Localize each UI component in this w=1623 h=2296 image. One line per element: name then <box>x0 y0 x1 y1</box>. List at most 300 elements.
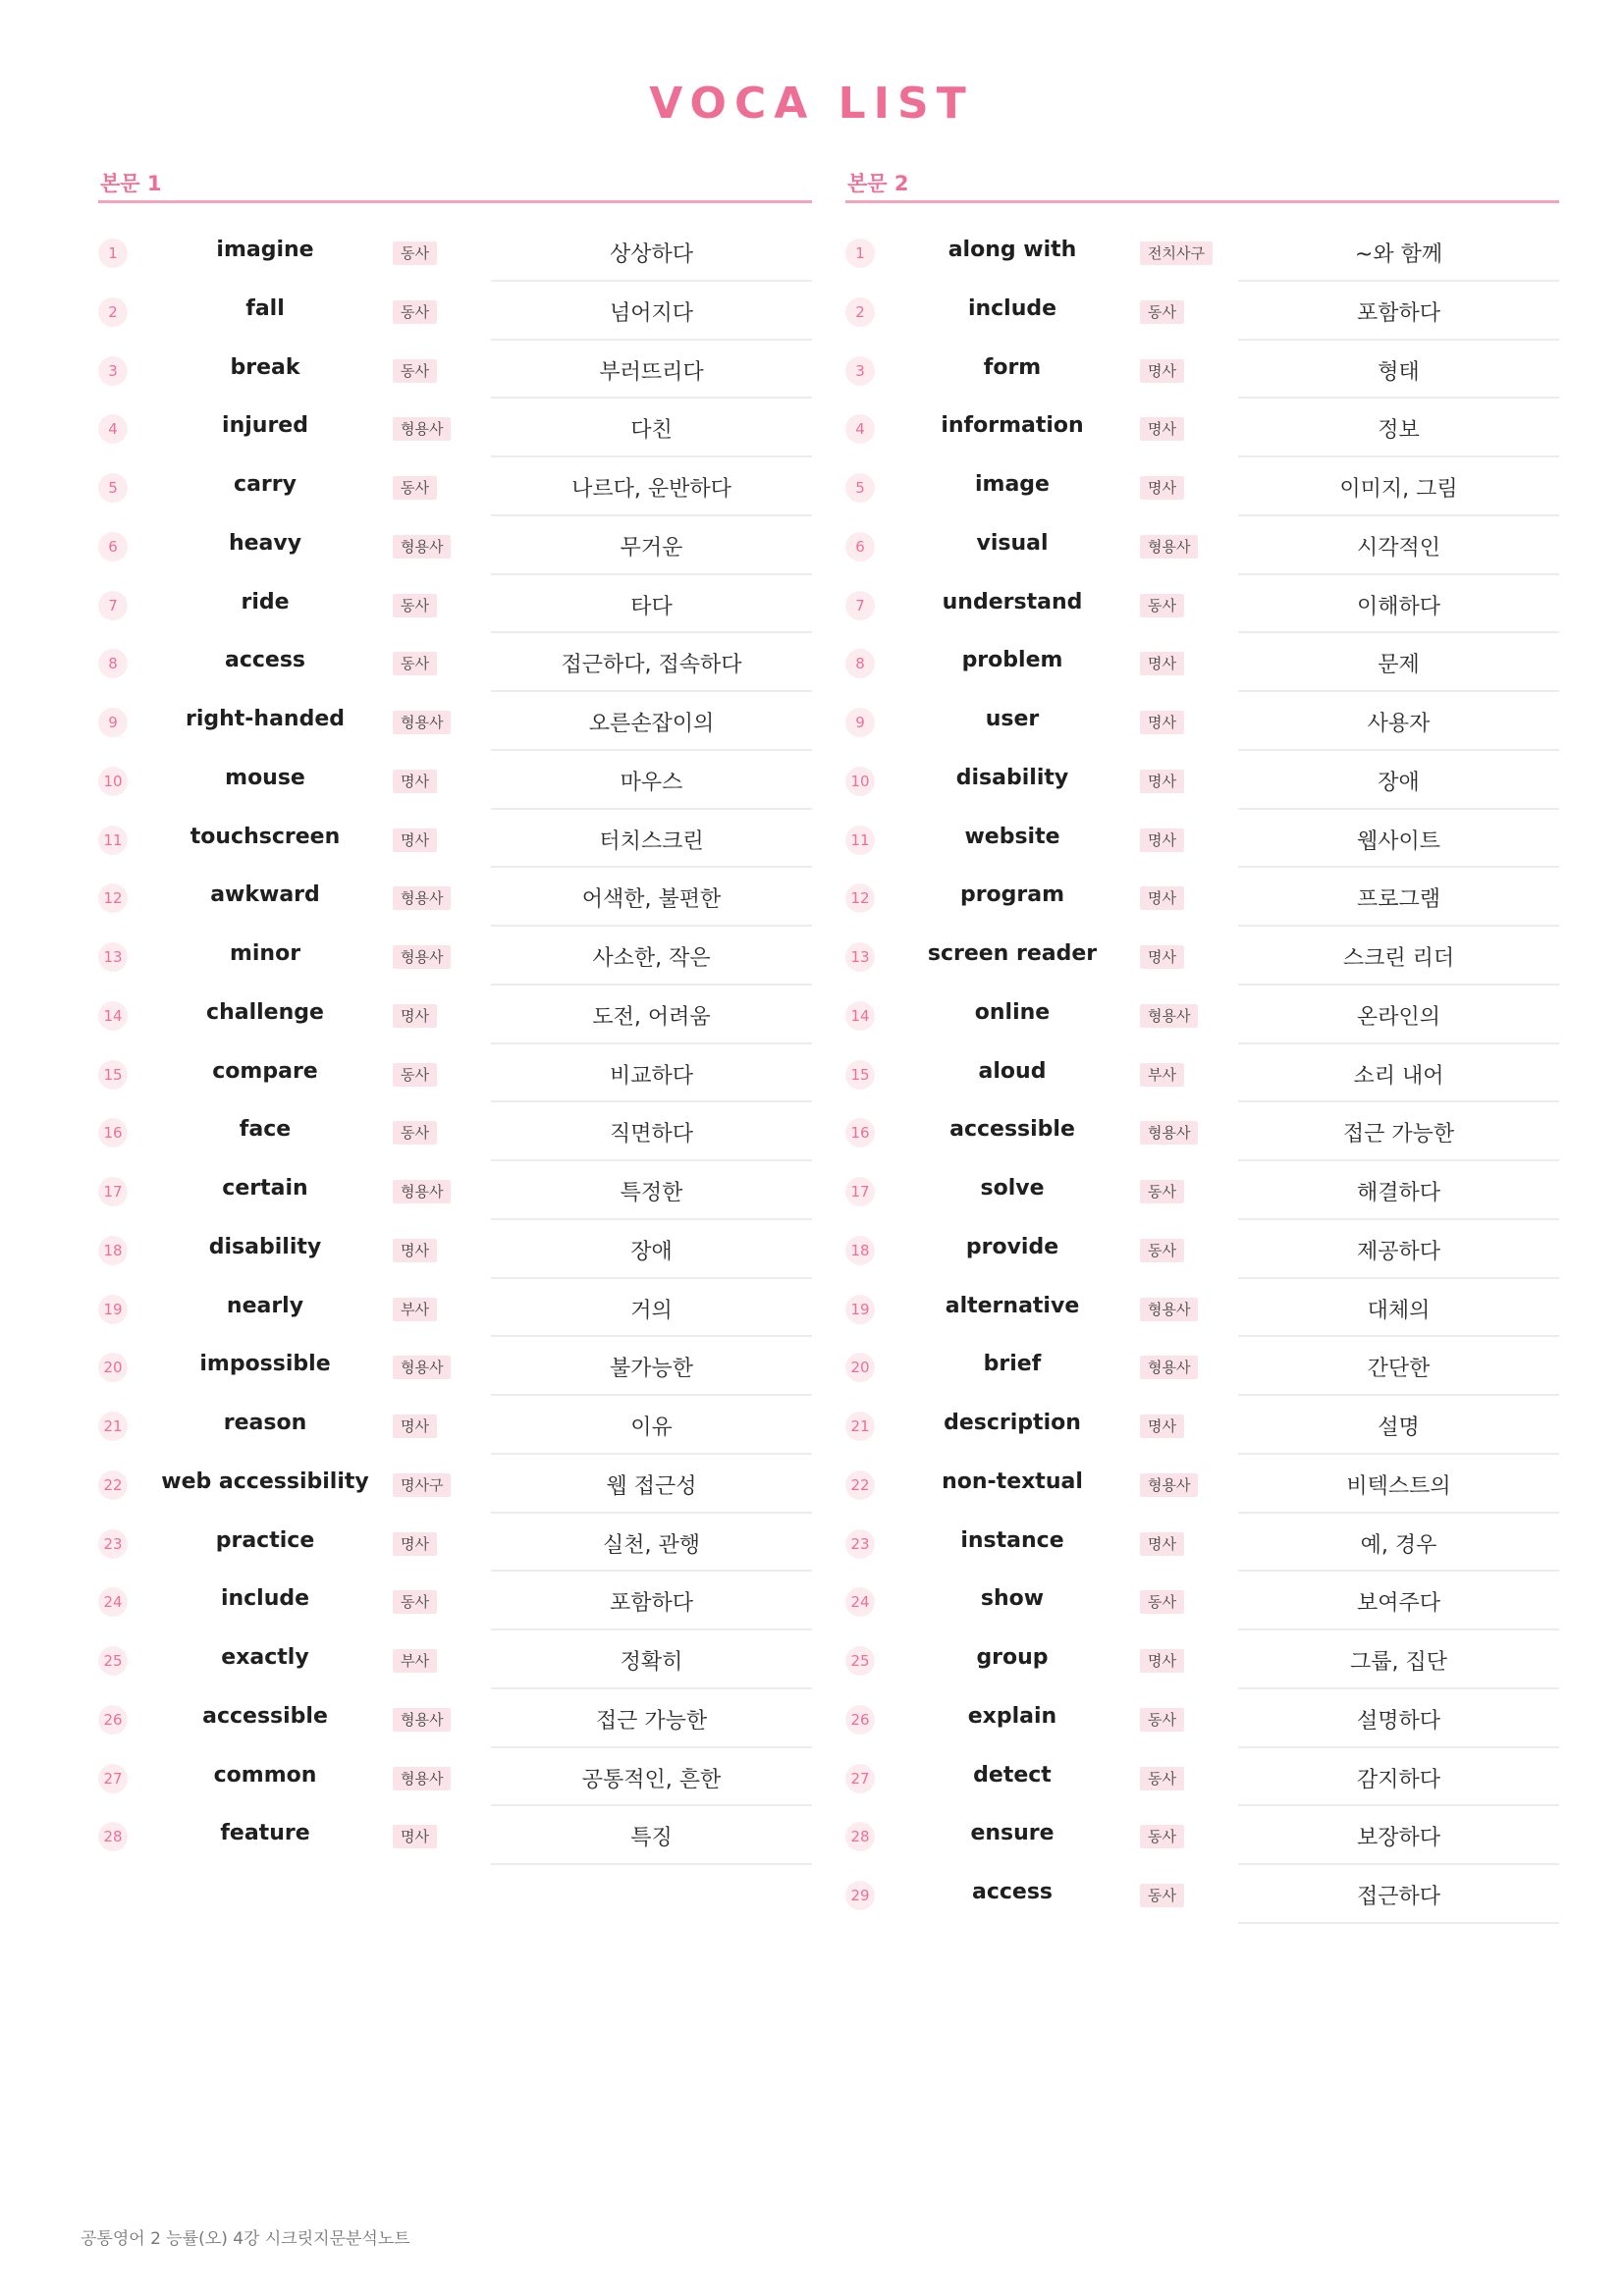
footer-text: 공통영어 2 능률(오) 4강 시크릿지문분석노트 <box>81 2229 410 2249</box>
english-word: right-handed <box>185 707 346 731</box>
vocab-row <box>845 1572 1559 1630</box>
korean-meaning: 접근 가능한 <box>595 1708 708 1734</box>
part-of-speech-container <box>393 1415 437 1438</box>
item-number-badge: 28 <box>98 1822 128 1851</box>
korean-meaning: 접근하다 <box>1356 1885 1440 1909</box>
english-word: awkward <box>210 882 320 908</box>
vocab-row <box>845 810 1559 869</box>
korean-meaning: 도전, 어려움 <box>592 1004 711 1030</box>
part-of-speech-badge: 명사 <box>1140 417 1184 441</box>
item-number-badge: 3 <box>845 356 875 386</box>
item-number-badge: 18 <box>98 1236 128 1265</box>
english-word: accessible <box>949 1117 1075 1143</box>
vocab-row <box>98 692 812 751</box>
english-word: certain <box>222 1176 308 1201</box>
part-of-speech-container <box>1140 652 1184 675</box>
vocab-row <box>845 868 1559 927</box>
vocab-row <box>98 1630 812 1689</box>
part-of-speech-container <box>393 241 437 265</box>
korean-meaning: 그룹, 집단 <box>1350 1650 1447 1675</box>
vocab-row <box>98 1514 812 1573</box>
part-of-speech-container <box>393 1473 451 1497</box>
english-word: visual <box>976 530 1049 556</box>
vocab-row <box>845 1806 1559 1865</box>
english-word: description <box>944 1411 1081 1435</box>
english-word: break <box>230 354 300 380</box>
part-of-speech-badge: 동사 <box>393 1063 437 1087</box>
part-of-speech-badge: 명사 <box>393 1415 437 1438</box>
part-of-speech-badge: 명사 <box>1140 945 1184 969</box>
vocab-row <box>845 986 1559 1044</box>
section-1 <box>98 167 812 1865</box>
item-number-badge: 22 <box>845 1470 875 1500</box>
part-of-speech-container <box>393 594 437 617</box>
korean-meaning: 대체의 <box>1367 1298 1431 1323</box>
korean-meaning: 장애 <box>630 1239 673 1264</box>
vocab-row <box>98 1161 812 1220</box>
vocab-row <box>98 516 812 575</box>
item-number-badge: 13 <box>98 942 128 972</box>
korean-meaning: 제공하다 <box>1356 1239 1440 1264</box>
korean-meaning: 넘어지다 <box>609 300 693 326</box>
part-of-speech-container <box>1140 711 1184 734</box>
item-number-badge: 27 <box>845 1764 875 1793</box>
item-number-badge: 3 <box>98 356 128 386</box>
part-of-speech-badge: 명사 <box>393 828 437 852</box>
part-of-speech-container <box>393 828 437 852</box>
part-of-speech-badge: 명사 <box>1140 1649 1184 1673</box>
vocab-row <box>98 1279 812 1338</box>
english-word: minor <box>229 941 301 966</box>
english-word: solve <box>980 1176 1045 1201</box>
item-number-badge: 1 <box>845 239 875 268</box>
part-of-speech-badge: 동사 <box>393 594 437 617</box>
korean-meaning: 정확히 <box>620 1650 683 1675</box>
item-number-badge: 10 <box>845 767 875 796</box>
english-word: group <box>976 1645 1049 1670</box>
english-word: carry <box>234 472 297 497</box>
korean-meaning: 오른손잡이의 <box>588 712 715 736</box>
part-of-speech-container <box>393 1298 437 1321</box>
english-word: aloud <box>978 1058 1047 1084</box>
part-of-speech-container <box>1140 1356 1198 1379</box>
english-word: form <box>983 354 1042 380</box>
vocab-row <box>845 1044 1559 1103</box>
item-number-badge: 16 <box>98 1118 128 1148</box>
part-of-speech-badge: 동사 <box>393 241 437 265</box>
vocab-list <box>845 223 1559 1924</box>
part-of-speech-container <box>1140 1532 1184 1556</box>
part-of-speech-container <box>1140 828 1184 852</box>
korean-meaning: 터치스크린 <box>599 828 704 854</box>
korean-meaning: 간단한 <box>1367 1357 1431 1382</box>
korean-meaning: 부러뜨리다 <box>599 359 704 385</box>
part-of-speech-container <box>393 886 451 910</box>
korean-meaning: 특정한 <box>620 1181 683 1205</box>
english-word: understand <box>942 589 1083 614</box>
english-word: compare <box>212 1058 318 1084</box>
korean-meaning: 온라인의 <box>1356 1004 1440 1030</box>
english-word: ensure <box>970 1821 1055 1846</box>
part-of-speech-badge: 동사 <box>393 300 437 324</box>
item-number-badge: 19 <box>845 1295 875 1324</box>
english-word: web accessibility <box>161 1468 369 1494</box>
vocab-row <box>98 1806 812 1865</box>
korean-meaning: 보여주다 <box>1356 1591 1440 1617</box>
english-word: disability <box>955 765 1069 790</box>
part-of-speech-container <box>1140 594 1184 617</box>
part-of-speech-badge: 형용사 <box>393 945 451 969</box>
english-word: practice <box>215 1527 315 1553</box>
part-of-speech-container <box>1140 1767 1184 1790</box>
item-number-badge: 11 <box>98 826 128 855</box>
vocab-row <box>98 868 812 927</box>
part-of-speech-container <box>1140 535 1198 559</box>
english-word: nearly <box>226 1293 304 1318</box>
vocab-row <box>98 1689 812 1748</box>
english-word: explain <box>967 1703 1057 1729</box>
part-of-speech-container <box>393 1180 451 1203</box>
item-number-badge: 14 <box>98 1001 128 1031</box>
korean-meaning: 이유 <box>630 1415 673 1440</box>
item-number-badge: 25 <box>845 1646 875 1676</box>
vocab-row <box>98 751 812 810</box>
part-of-speech-container <box>1140 1825 1184 1848</box>
vocab-row <box>845 1865 1559 1924</box>
korean-meaning: 문제 <box>1378 653 1420 678</box>
part-of-speech-badge: 동사 <box>1140 1884 1184 1907</box>
part-of-speech-container <box>393 535 451 559</box>
korean-meaning: 비텍스트의 <box>1346 1473 1451 1499</box>
item-number-badge: 13 <box>845 942 875 972</box>
vocab-list <box>98 223 812 1865</box>
part-of-speech-badge: 동사 <box>1140 1708 1184 1732</box>
vocab-row <box>98 1220 812 1279</box>
part-of-speech-badge: 형용사 <box>393 1708 451 1732</box>
part-of-speech-badge: 동사 <box>1140 1239 1184 1262</box>
english-word: instance <box>960 1527 1064 1553</box>
english-word: show <box>980 1586 1045 1612</box>
part-of-speech-container <box>1140 945 1184 969</box>
korean-meaning: 접근하다, 접속하다 <box>561 653 742 678</box>
vocab-row <box>98 927 812 986</box>
item-number-badge: 12 <box>98 883 128 913</box>
english-word: image <box>975 472 1050 497</box>
part-of-speech-badge: 동사 <box>393 359 437 383</box>
vocab-row <box>845 1630 1559 1689</box>
part-of-speech-container <box>393 300 437 324</box>
english-word: access <box>224 648 306 673</box>
english-word: reason <box>223 1411 307 1435</box>
item-number-badge: 17 <box>98 1177 128 1206</box>
korean-meaning: 시각적인 <box>1356 535 1440 561</box>
part-of-speech-container <box>1140 1004 1198 1028</box>
english-word: exactly <box>221 1645 309 1670</box>
section-heading: 본문 2 <box>845 167 1559 203</box>
part-of-speech-container <box>393 1063 437 1087</box>
vocab-row <box>98 341 812 400</box>
part-of-speech-badge: 형용사 <box>1140 1004 1198 1028</box>
english-word: non-textual <box>942 1468 1083 1494</box>
english-word: problem <box>961 648 1063 673</box>
part-of-speech-badge: 형용사 <box>393 711 451 734</box>
item-number-badge: 1 <box>98 239 128 268</box>
item-number-badge: 12 <box>845 883 875 913</box>
korean-meaning: 비교하다 <box>609 1063 693 1089</box>
vocab-row <box>845 457 1559 516</box>
vocab-row <box>98 1572 812 1630</box>
english-word: provide <box>965 1234 1059 1259</box>
part-of-speech-container <box>1140 417 1184 441</box>
korean-meaning: 이미지, 그림 <box>1339 477 1458 502</box>
korean-meaning: 웹 접근성 <box>606 1473 697 1499</box>
item-number-badge: 11 <box>845 826 875 855</box>
part-of-speech-container <box>393 1767 451 1790</box>
korean-meaning: 거의 <box>630 1298 673 1323</box>
vocab-row <box>98 457 812 516</box>
korean-meaning: 상상하다 <box>609 242 693 267</box>
korean-meaning: 무거운 <box>620 535 683 561</box>
item-number-badge: 15 <box>845 1060 875 1090</box>
section-heading: 본문 1 <box>98 167 812 203</box>
part-of-speech-container <box>1140 1121 1198 1145</box>
english-word: online <box>974 999 1051 1025</box>
english-word: screen reader <box>927 941 1098 966</box>
part-of-speech-badge: 동사 <box>393 1590 437 1614</box>
vocab-row <box>845 1220 1559 1279</box>
part-of-speech-badge: 명사 <box>1140 886 1184 910</box>
english-word: along with <box>947 238 1077 262</box>
korean-meaning: 장애 <box>1378 770 1420 795</box>
korean-meaning: 사소한, 작은 <box>592 946 711 971</box>
english-word: user <box>985 707 1040 731</box>
part-of-speech-container <box>1140 476 1184 500</box>
english-word: touchscreen <box>189 824 341 849</box>
part-of-speech-container <box>1140 886 1184 910</box>
item-number-badge: 15 <box>98 1060 128 1090</box>
part-of-speech-badge: 형용사 <box>393 1180 451 1203</box>
part-of-speech-badge: 전치사구 <box>1140 241 1213 265</box>
part-of-speech-badge: 동사 <box>1140 1825 1184 1848</box>
part-of-speech-container <box>393 1239 437 1262</box>
item-number-badge: 10 <box>98 767 128 796</box>
korean-meaning: 실천, 관행 <box>603 1532 700 1558</box>
part-of-speech-container <box>1140 1473 1198 1497</box>
part-of-speech-badge: 명사 <box>393 1825 437 1848</box>
korean-meaning: 포함하다 <box>1356 300 1440 326</box>
vocab-row <box>98 399 812 457</box>
english-word: information <box>941 413 1084 439</box>
vocab-row <box>845 399 1559 457</box>
english-word: mouse <box>225 765 305 790</box>
korean-meaning: 웹사이트 <box>1356 828 1440 854</box>
item-number-badge: 22 <box>98 1470 128 1500</box>
item-number-badge: 26 <box>845 1705 875 1735</box>
item-number-badge: 4 <box>98 414 128 444</box>
korean-meaning: 정보 <box>1378 418 1420 444</box>
english-word: brief <box>983 1352 1042 1377</box>
item-number-badge: 9 <box>98 708 128 737</box>
vocab-row <box>845 1396 1559 1455</box>
vocab-row <box>98 1396 812 1455</box>
item-number-badge: 4 <box>845 414 875 444</box>
vocab-row <box>98 282 812 341</box>
english-word: accessible <box>202 1703 328 1729</box>
part-of-speech-container <box>393 476 437 500</box>
vocab-row <box>98 1337 812 1396</box>
korean-meaning: ~와 함께 <box>1354 242 1443 267</box>
part-of-speech-container <box>393 1004 437 1028</box>
part-of-speech-container <box>393 1532 437 1556</box>
vocab-row <box>845 692 1559 751</box>
item-number-badge: 7 <box>845 591 875 620</box>
item-number-badge: 6 <box>845 532 875 561</box>
part-of-speech-container <box>1140 241 1213 265</box>
english-word: challenge <box>206 999 324 1025</box>
part-of-speech-badge: 형용사 <box>1140 1473 1198 1497</box>
page-title: VOCA LIST <box>649 79 974 129</box>
part-of-speech-container <box>393 945 451 969</box>
item-number-badge: 21 <box>98 1412 128 1441</box>
item-number-badge: 6 <box>98 532 128 561</box>
part-of-speech-container <box>393 652 437 675</box>
english-word: alternative <box>945 1293 1080 1318</box>
part-of-speech-container <box>393 1649 437 1673</box>
part-of-speech-container <box>393 359 437 383</box>
korean-meaning: 사용자 <box>1367 712 1431 736</box>
vocab-row <box>845 341 1559 400</box>
part-of-speech-badge: 명사 <box>1140 1532 1184 1556</box>
korean-meaning: 감지하다 <box>1356 1767 1440 1792</box>
part-of-speech-container <box>393 1121 437 1145</box>
item-number-badge: 18 <box>845 1236 875 1265</box>
vocab-row <box>98 986 812 1044</box>
part-of-speech-badge: 동사 <box>1140 1590 1184 1614</box>
english-word: website <box>964 824 1060 849</box>
item-number-badge: 16 <box>845 1118 875 1148</box>
item-number-badge: 23 <box>845 1529 875 1559</box>
part-of-speech-badge: 형용사 <box>393 1356 451 1379</box>
item-number-badge: 20 <box>98 1353 128 1382</box>
part-of-speech-badge: 형용사 <box>393 535 451 559</box>
part-of-speech-badge: 동사 <box>1140 594 1184 617</box>
part-of-speech-container <box>1140 1708 1184 1732</box>
korean-meaning: 스크린 리더 <box>1342 946 1455 971</box>
item-number-badge: 5 <box>845 473 875 503</box>
part-of-speech-badge: 동사 <box>1140 300 1184 324</box>
korean-meaning: 설명 <box>1378 1415 1420 1440</box>
korean-meaning: 특징 <box>630 1826 673 1851</box>
english-word: disability <box>208 1234 322 1259</box>
item-number-badge: 25 <box>98 1646 128 1676</box>
item-number-badge: 26 <box>98 1705 128 1735</box>
part-of-speech-badge: 동사 <box>393 652 437 675</box>
part-of-speech-badge: 동사 <box>393 1121 437 1145</box>
part-of-speech-container <box>1140 1649 1184 1673</box>
vocab-row <box>845 223 1559 282</box>
english-word: impossible <box>199 1352 331 1377</box>
item-number-badge: 14 <box>845 1001 875 1031</box>
vocab-row <box>98 1455 812 1514</box>
item-number-badge: 17 <box>845 1177 875 1206</box>
vocab-row <box>845 1689 1559 1748</box>
english-word: fall <box>245 295 285 321</box>
korean-meaning: 타다 <box>630 594 673 619</box>
item-number-badge: 28 <box>845 1822 875 1851</box>
korean-meaning: 다친 <box>630 418 673 444</box>
part-of-speech-badge: 명사 <box>1140 770 1184 793</box>
korean-meaning: 이해하다 <box>1356 594 1440 619</box>
part-of-speech-badge: 동사 <box>393 476 437 500</box>
vocab-row <box>845 751 1559 810</box>
item-number-badge: 24 <box>98 1587 128 1617</box>
part-of-speech-container <box>393 1590 437 1614</box>
item-number-badge: 19 <box>98 1295 128 1324</box>
part-of-speech-badge: 동사 <box>1140 1180 1184 1203</box>
item-number-badge: 23 <box>98 1529 128 1559</box>
part-of-speech-badge: 명사구 <box>393 1473 451 1497</box>
english-word: detect <box>973 1762 1052 1788</box>
item-number-badge: 20 <box>845 1353 875 1382</box>
item-number-badge: 2 <box>845 297 875 327</box>
vocab-row <box>845 1514 1559 1573</box>
korean-meaning: 프로그램 <box>1356 887 1440 913</box>
english-word: face <box>239 1117 292 1143</box>
item-number-badge: 7 <box>98 591 128 620</box>
english-word: access <box>971 1880 1054 1904</box>
part-of-speech-badge: 명사 <box>1140 652 1184 675</box>
vocab-row <box>98 633 812 692</box>
vocab-row <box>845 282 1559 341</box>
vocab-row <box>845 927 1559 986</box>
part-of-speech-container <box>393 417 451 441</box>
part-of-speech-container <box>1140 1884 1184 1907</box>
english-word: common <box>213 1762 317 1788</box>
korean-meaning: 소리 내어 <box>1353 1063 1444 1089</box>
item-number-badge: 29 <box>845 1881 875 1910</box>
vocab-row <box>845 516 1559 575</box>
english-word: include <box>967 295 1057 321</box>
part-of-speech-badge: 동사 <box>1140 1767 1184 1790</box>
part-of-speech-container <box>1140 300 1184 324</box>
vocab-row <box>845 1161 1559 1220</box>
part-of-speech-badge: 부사 <box>393 1649 437 1673</box>
part-of-speech-container <box>393 1708 451 1732</box>
english-word: include <box>220 1586 310 1612</box>
part-of-speech-badge: 형용사 <box>393 886 451 910</box>
vocab-row <box>845 1279 1559 1338</box>
english-word: imagine <box>216 238 314 262</box>
item-number-badge: 9 <box>845 708 875 737</box>
item-number-badge: 5 <box>98 473 128 503</box>
vocab-row <box>845 633 1559 692</box>
part-of-speech-container <box>393 1825 437 1848</box>
vocab-row <box>98 810 812 869</box>
part-of-speech-badge: 부사 <box>1140 1063 1184 1087</box>
part-of-speech-badge: 명사 <box>1140 1415 1184 1438</box>
vocab-row <box>845 1337 1559 1396</box>
part-of-speech-badge: 명사 <box>393 1239 437 1262</box>
korean-meaning: 공통적인, 흔한 <box>581 1767 722 1792</box>
korean-meaning: 직면하다 <box>609 1122 693 1148</box>
vocab-row <box>98 223 812 282</box>
korean-meaning: 보장하다 <box>1356 1826 1440 1851</box>
part-of-speech-container <box>1140 1063 1184 1087</box>
korean-meaning: 마우스 <box>620 770 683 795</box>
part-of-speech-badge: 형용사 <box>393 1767 451 1790</box>
part-of-speech-badge: 명사 <box>1140 359 1184 383</box>
part-of-speech-container <box>1140 1298 1198 1321</box>
